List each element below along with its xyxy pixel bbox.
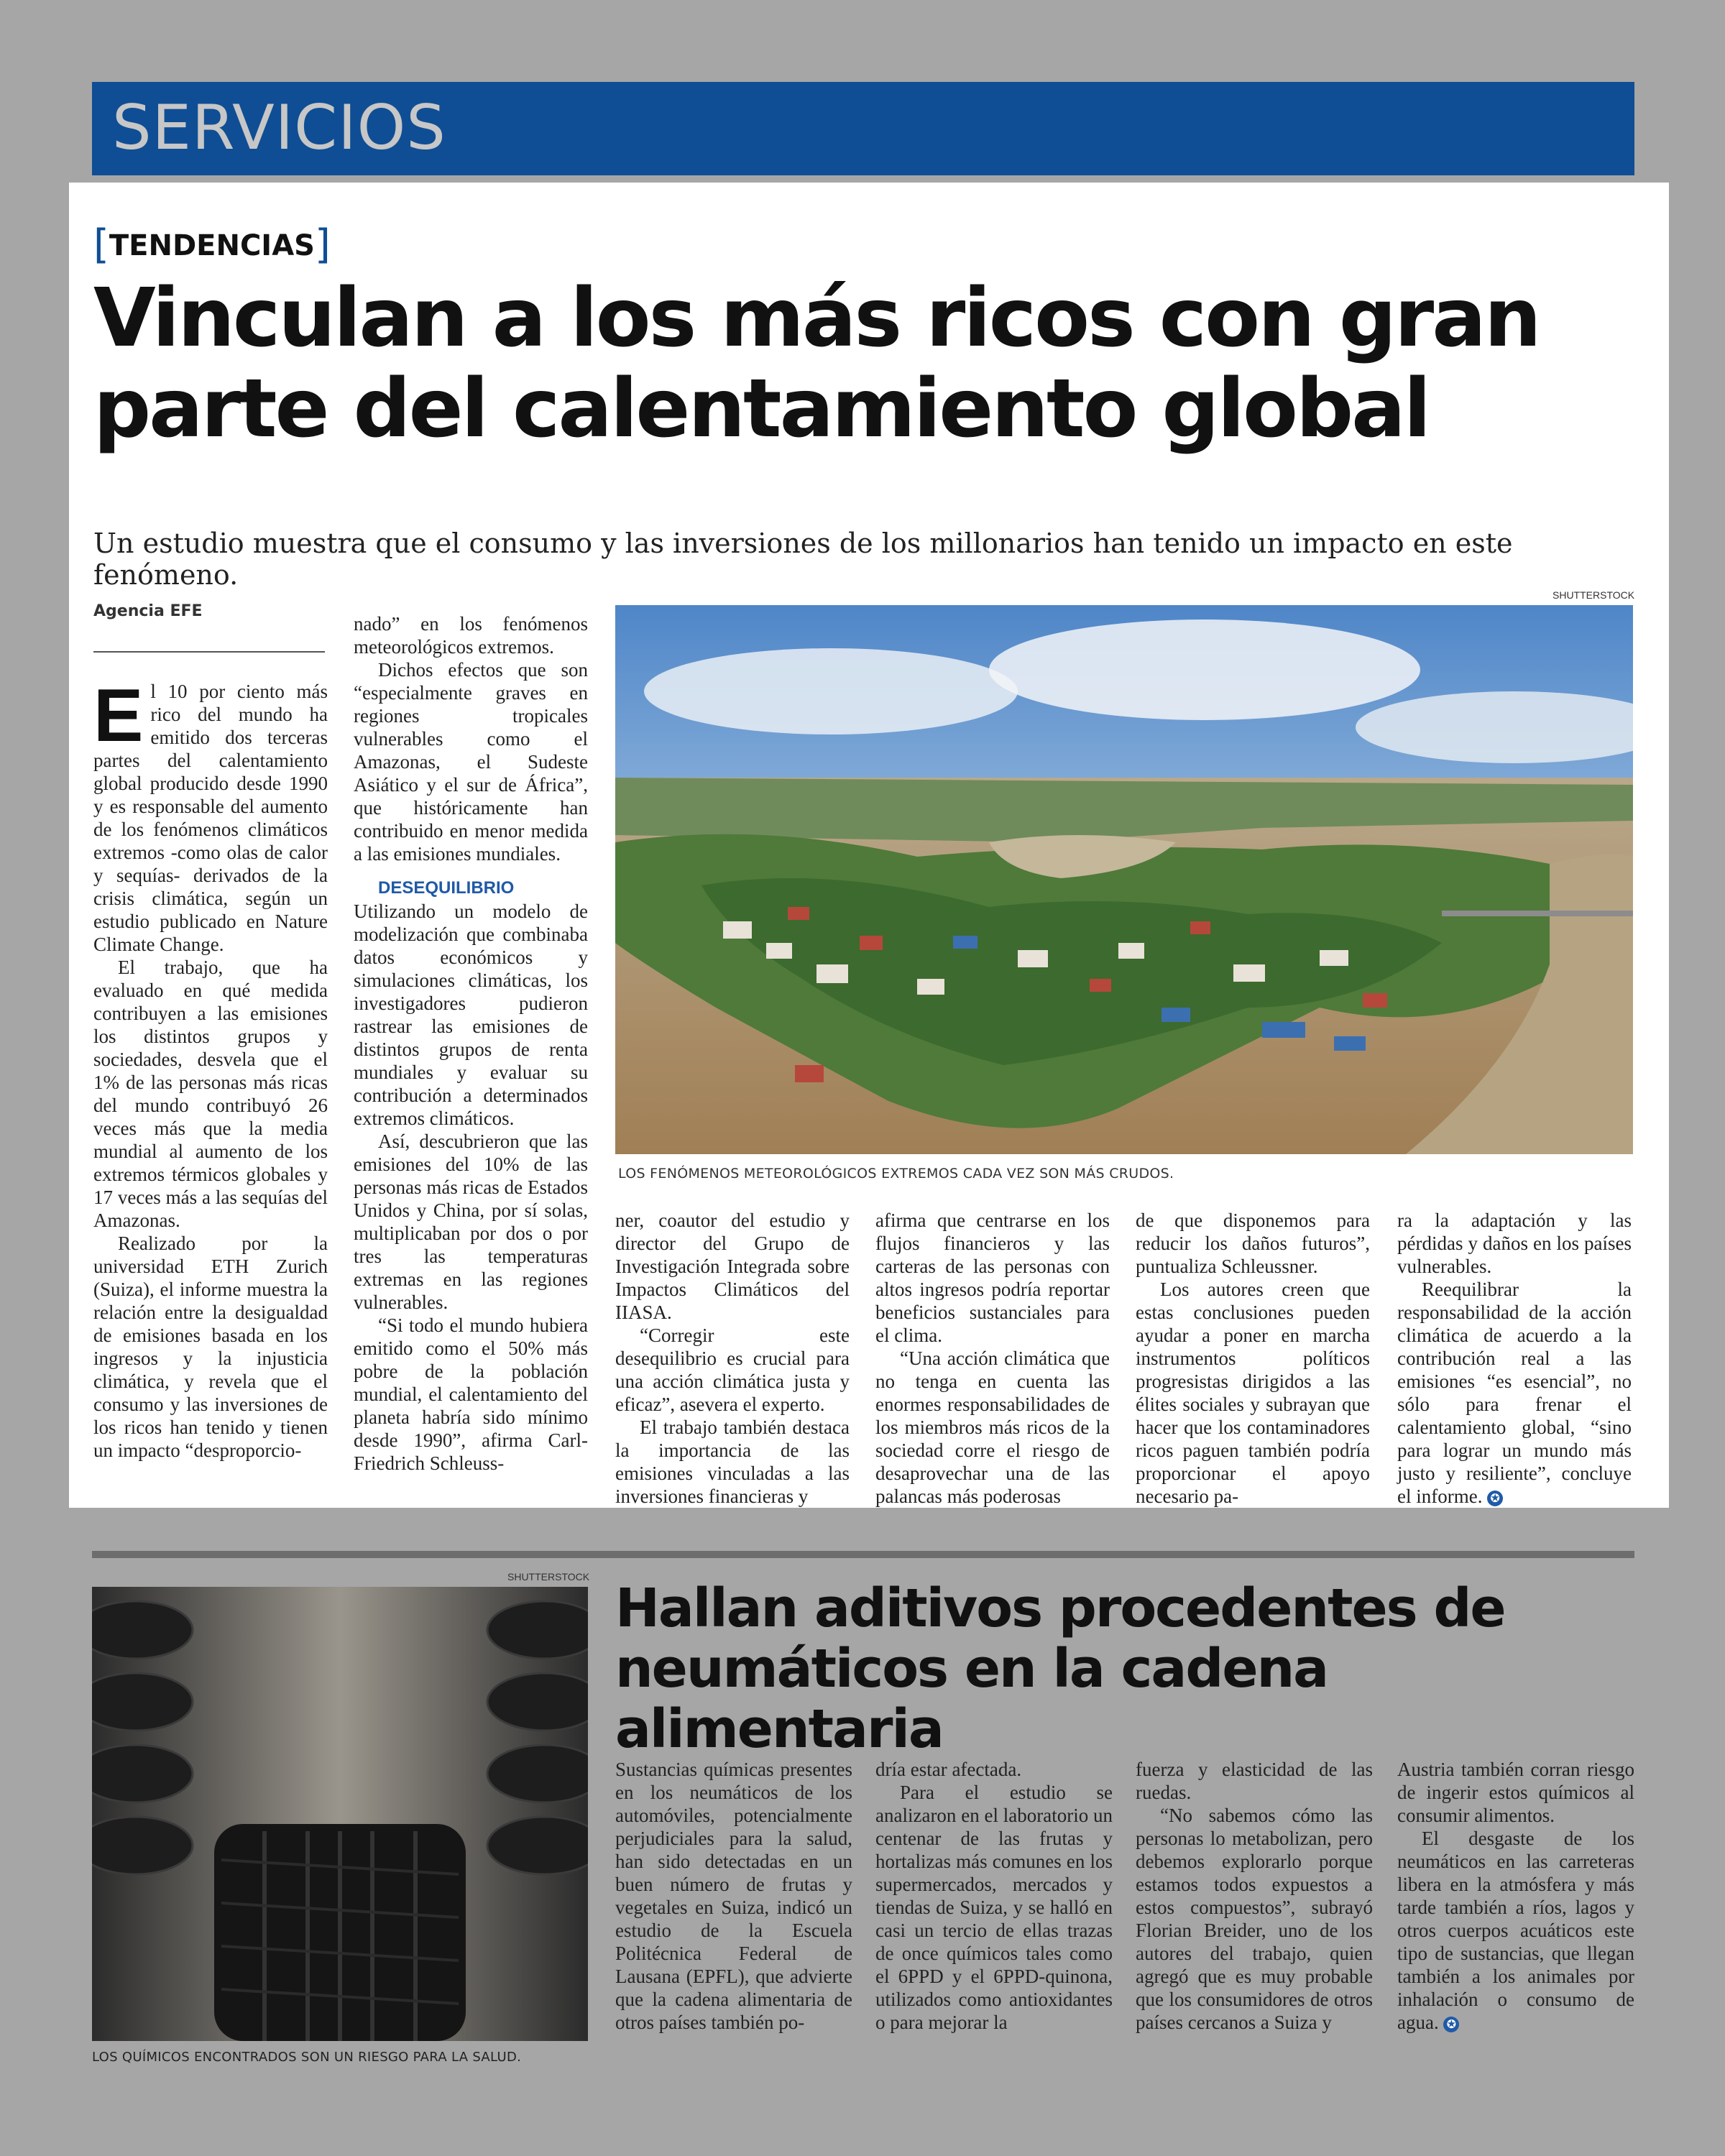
photo-credit: SHUTTERSTOCK: [1552, 589, 1635, 601]
article2-col4-p1: Austria también corran riesgo de ingerir estos químicos al consumir alimentos.: [1397, 1759, 1634, 1826]
kicker-label: TENDENCIAS: [109, 229, 315, 262]
article1-col1-p1: El 10 por ciento más rico del mundo ha emitido dos terceras partes del calentamiento global producido desde 1990 y es responsable del aumento de los fenómenos climáticos extremos -como olas de calor y sequías- derivados de la crisis climática, según un estudio publicado en Nature Climate Change.: [93, 674, 328, 955]
article1-col4-p2: “Una acción climática que no tenga en cuenta las enormes responsabilidades de los miembros más ricos de la sociedad corre el riesgo de desaprovechar una de las palancas más poderosas: [875, 1348, 1110, 1507]
article1-col3-p3: El trabajo también destaca la importancia de las emisiones vinculadas a las inversiones financieras y: [615, 1416, 850, 1507]
article1-column-6: [1397, 1209, 1632, 1508]
article2-col3-p1: fuerza y elasticidad de las ruedas.: [1136, 1759, 1373, 1803]
second-headline: [615, 1578, 1636, 1759]
kicker: [TENDENCIAS]: [93, 221, 331, 268]
article1-column-3: [615, 1209, 850, 1508]
article2-column-4: [1397, 1758, 1634, 2034]
end-of-article-icon: ✪: [1487, 1491, 1503, 1506]
article1-column-5: [1136, 1209, 1370, 1508]
article1-col2-p4: Así, descubrieron que las emisiones del 10% de las personas más ricas de Estados Unidos y China, por sí solas, multiplicaban por dos o por tres las temperaturas extremas en las regiones vulnerables.: [354, 1130, 588, 1313]
photo-caption: LOS FENÓMENOS METEOROLÓGICOS EXTREMOS CADA VEZ SON MÁS CRUDOS.: [618, 1166, 1174, 1181]
article1-column-4: [875, 1209, 1110, 1508]
subsection-heading: DESEQUILIBRIO: [378, 878, 515, 898]
second-headline-line-2: neumáticos en la cadena alimentaria: [615, 1638, 1328, 1760]
tire-photo: [92, 1587, 588, 2041]
byline-divider: [93, 651, 325, 653]
second-headline-line-1: Hallan aditivos procedentes de: [615, 1577, 1505, 1639]
main-headline-line-1: Vinculan a los más ricos con gran: [93, 272, 1540, 365]
article1-column-2: [354, 612, 588, 1475]
article1-col6-p2: Reequilibrar la responsabilidad de la acción climática de acuerdo a la contribución real a las emisiones “es esencial”, no sólo para frenar el calentamiento global, “sino para lograr un mundo más justo y resiliente”, concluye el informe. ✪: [1397, 1279, 1632, 1507]
article2-col4-p2: El desgaste de los neumáticos en las carreteras libera en la atmósfera y más tarde también a ríos, lagos y otros cuerpos acuáticos este tipo de sustancias, que llegan también a los animales por inhalación o consumo de agua. ✪: [1397, 1828, 1634, 2033]
tire-photo-caption: LOS QUÍMICOS ENCONTRADOS SON UN RIESGO PARA LA SALUD.: [92, 2050, 522, 2065]
flood-photo: [615, 605, 1633, 1154]
section-banner: [92, 82, 1634, 175]
article1-col1-p3: Realizado por la universidad ETH Zurich (Suiza), el informe muestra la relación entre la desigualdad de emisiones basada en los ingresos y la injusticia climática, y revela que el consumo y las inversiones de los ricos han tenido y tienen un impacto “desproporcio-: [93, 1233, 328, 1461]
article1-col2-p1: nado” en los fenómenos meteorológicos extremos.: [354, 613, 588, 658]
main-subhead: Un estudio muestra que el consumo y las inversiones de los millonarios han tenido un impacto en este fenómeno.: [93, 528, 1513, 591]
main-headline-line-2: parte del calentamiento global: [93, 362, 1430, 456]
section-title: SERVICIOS: [112, 92, 446, 164]
article1-col5-p1: de que disponemos para reducir los daños futuros”, puntualiza Schleussner.: [1136, 1210, 1370, 1277]
article1-col1-p2: El trabajo, que ha evaluado en qué medida contribuyen a las emisiones los distintos grupos y sociedades, desvela que el 1% de las personas más ricas del mundo contribuyó 26 veces más que la media mundial al aumento de los extremos térmicos globales y 17 veces más a las sequías del Amazonas.: [93, 957, 328, 1231]
article1-col3-p1: ner, coautor del estudio y director del Grupo de Investigación Integrada sobre Impactos Climáticos del IIASA.: [615, 1210, 850, 1323]
article2-column-1: [615, 1758, 852, 2034]
article1-col2-p2: Dichos efectos que son “especialmente graves en regiones tropicales vulnerables como el Amazonas, el Sudeste Asiático y el sur de África”, que históricamente han contribuido en menor medida a las emisiones mundiales.: [354, 659, 588, 865]
article1-col5-p2: Los autores creen que estas conclusiones pueden ayudar a poner en marcha instrumentos políticos progresistas dirigidos a las élites sociales y subrayan que hacer que los contaminadores ricos paguen también podría proporcionar el apoyo necesario pa-: [1136, 1279, 1370, 1507]
section-divider: [92, 1551, 1634, 1558]
article2-col2-p1: dría estar afectada.: [875, 1759, 1022, 1780]
drop-cap: E: [93, 674, 144, 757]
article2-column-3: [1136, 1758, 1373, 2034]
article2-column-2: [875, 1758, 1113, 2034]
article2-col2-p2: Para el estudio se analizaron en el laboratorio un centenar de las frutas y hortalizas más comunes en los supermercados, mercados y tiendas de Suiza, y se halló en casi un tercio de ellas trazas de once químicos tales como el 6PPD y el 6PPD-quinona, utilizados como antioxidantes o para mejorar la: [875, 1782, 1113, 2033]
article1-col6-p1: ra la adaptación y las pérdidas y daños en los países vulnerables.: [1397, 1210, 1632, 1277]
byline: Agencia EFE: [93, 602, 203, 620]
article1-col2-p3: Utilizando un modelo de modelización que combinaba datos económicos y simulaciones climáticas, los investigadores pudieron rastrear las emisiones de distintos grupos de renta mundiales y evaluar su contribución a determinados extremos climáticos.: [354, 900, 588, 1129]
article1-column-1: [93, 674, 328, 1462]
article2-col3-p2: “No sabemos cómo las personas lo metabolizan, pero debemos explorarlo porque estamos todos expuestos a estos compuestos”, subrayó Florian Breider, uno de los autores del trabajo, quien agregó que es muy probable que los consumidores de otros países cercanos a Suiza y: [1136, 1805, 1373, 2033]
tire-photo-credit: SHUTTERSTOCK: [507, 1571, 590, 1583]
article1-col4-p1: afirma que centrarse en los flujos financieros y las carteras de las personas con altos ingresos podría reportar beneficios sustanciales para el clima.: [875, 1210, 1110, 1346]
end-of-article-icon: ✪: [1443, 2017, 1459, 2032]
article2-col1-p1: Sustancias químicas presentes en los neumáticos de los automóviles, potencialmente perjudiciales para la salud, han sido detectadas en un buen número de frutas y vegetales en Suiza, indicó un estudio de la Escuela Politécnica Federal de Lausana (EPFL), que advierte que la cadena alimentaria de otros países también po-: [615, 1759, 852, 2033]
article1-col3-p2: “Corregir este desequilibrio es crucial para una acción climática justa y eficaz”, asevera el experto.: [615, 1325, 850, 1415]
article1-col2-p5: “Si todo el mundo hubiera emitido como el 50% más pobre de la población mundial, el calentamiento del planeta habría sido mínimo desde 1990”, afirma Carl-Friedrich Schleuss-: [354, 1314, 588, 1474]
main-headline: [93, 273, 1639, 454]
